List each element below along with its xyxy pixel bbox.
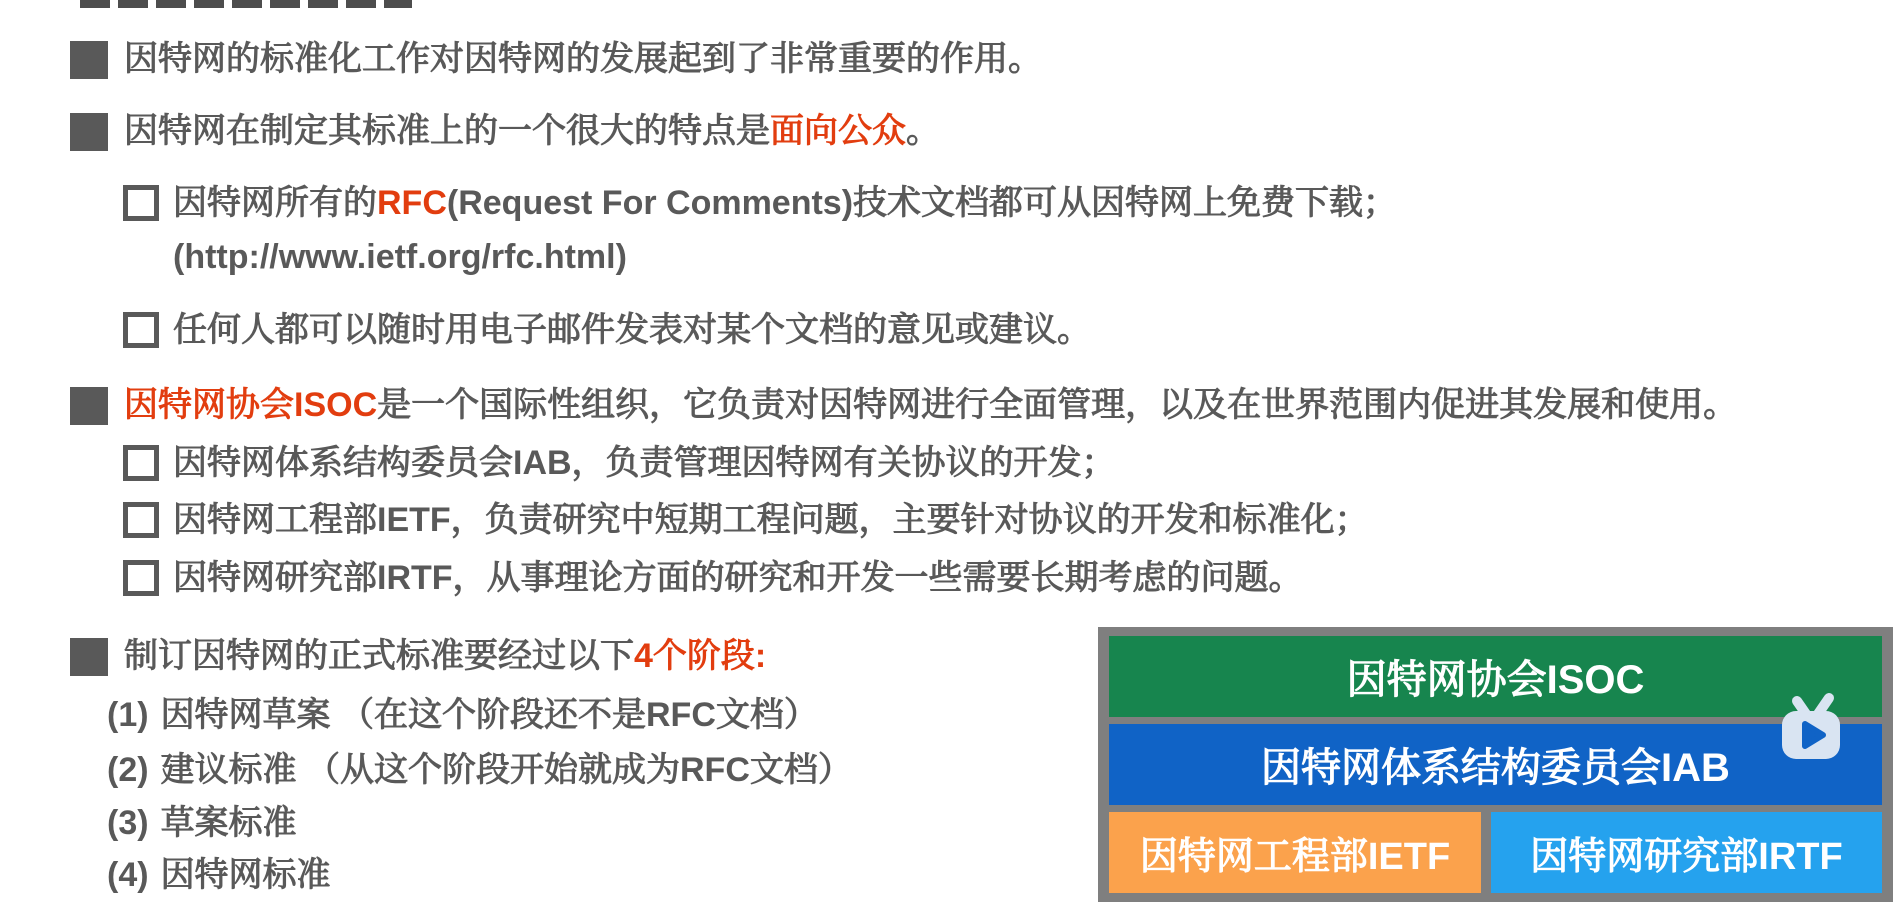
filled-square-bullet [70,638,108,676]
text-segment: 因特网所有的 [173,184,377,222]
org-chart-bottom-row [1109,812,1882,893]
empty-square-bullet [123,502,159,538]
stage-number: (4) [107,856,149,894]
clipped-text-remnant [80,0,412,8]
bullet-text: 任何人都可以随时用电子邮件发表对某个文档的意见或建议。 [173,311,1091,349]
subbullet-line-email [123,309,1091,351]
text-segment-red: RFC [377,184,447,222]
stage-item-1 [107,694,818,736]
stage-number: (3) [107,804,149,842]
stage-number: (2) [107,751,149,789]
stage-text: 草案标准 [160,804,297,842]
bullet-text: 因特网工程部IETF，负责研究中短期工程问题，主要针对协议的开发和标准化； [173,501,1369,539]
bullet-text [124,384,1737,426]
stage-item-3 [107,802,297,844]
subbullet-line-rfc [123,182,1397,278]
org-bar-ietf [1109,812,1481,893]
empty-square-bullet [123,445,159,481]
empty-square-bullet [123,312,159,348]
stage-item-4 [107,854,331,896]
rfc-url: (http://www.ietf.org/rfc.html) [173,238,627,276]
subbullet-line-iab [123,442,1116,484]
org-bar-iab-label: 因特网体系结构委员会IAB [1261,746,1730,790]
text-segment: (Request For Comments)技术文档都可从因特网上免费下载； [446,184,1398,222]
bullet-text: 因特网研究部IRTF，从事理论方面的研究和开发一些需要长期考虑的问题。 [173,559,1303,597]
text-segment: 是一个国际性组织，它负责对因特网进行全面管理，以及在世界范围内促进其发展和使用。 [377,386,1738,424]
stage-text: 因特网标准 [160,856,331,894]
org-bar-iab [1109,724,1882,805]
text-segment-red: 因特网协会ISOC [124,386,378,424]
stage-number: (1) [107,696,149,734]
org-bar-isoc [1109,636,1882,717]
tv-play-icon-svg [1770,688,1854,772]
org-bar-irtf-label: 因特网研究部IRTF [1530,836,1843,878]
bullet-text [124,635,766,677]
empty-square-bullet [123,560,159,596]
text-segment: 。 [906,112,940,150]
empty-square-bullet [123,185,159,221]
bullet-line-isoc [70,384,1737,426]
subbullet-line-irtf [123,557,1303,599]
filled-square-bullet [70,41,108,79]
filled-square-bullet [70,387,108,425]
stage-item-2 [107,749,852,791]
text-segment-red: 面向公众 [770,112,906,150]
text-segment: 制订因特网的正式标准要经过以下 [124,637,634,675]
bullet-text [173,182,1397,278]
org-bar-irtf [1491,812,1882,893]
stage-text: 建议标准 （从这个阶段开始就成为RFC文档） [160,751,852,789]
bullet-line-public-oriented [70,110,940,152]
bullet-text: 因特网的标准化工作对因特网的发展起到了非常重要的作用。 [124,40,1042,78]
bullet-text [124,110,940,152]
filled-square-bullet [70,113,108,151]
tv-play-icon[interactable] [1770,688,1854,772]
subbullet-line-ietf [123,499,1369,541]
bullet-line-four-stages [70,635,766,677]
bullet-text: 因特网体系结构委员会IAB，负责管理因特网有关协议的开发； [173,444,1116,482]
org-bar-ietf-label: 因特网工程部IETF [1139,836,1451,878]
rfc-line [173,184,1397,222]
org-bar-isoc-label: 因特网协会ISOC [1346,658,1645,702]
bullet-line-standardization [70,38,1042,80]
text-segment: 因特网在制定其标准上的一个很大的特点是 [124,112,770,150]
text-segment-red: 4个阶段: [634,637,767,675]
stage-text: 因特网草案 （在这个阶段还不是RFC文档） [160,696,818,734]
